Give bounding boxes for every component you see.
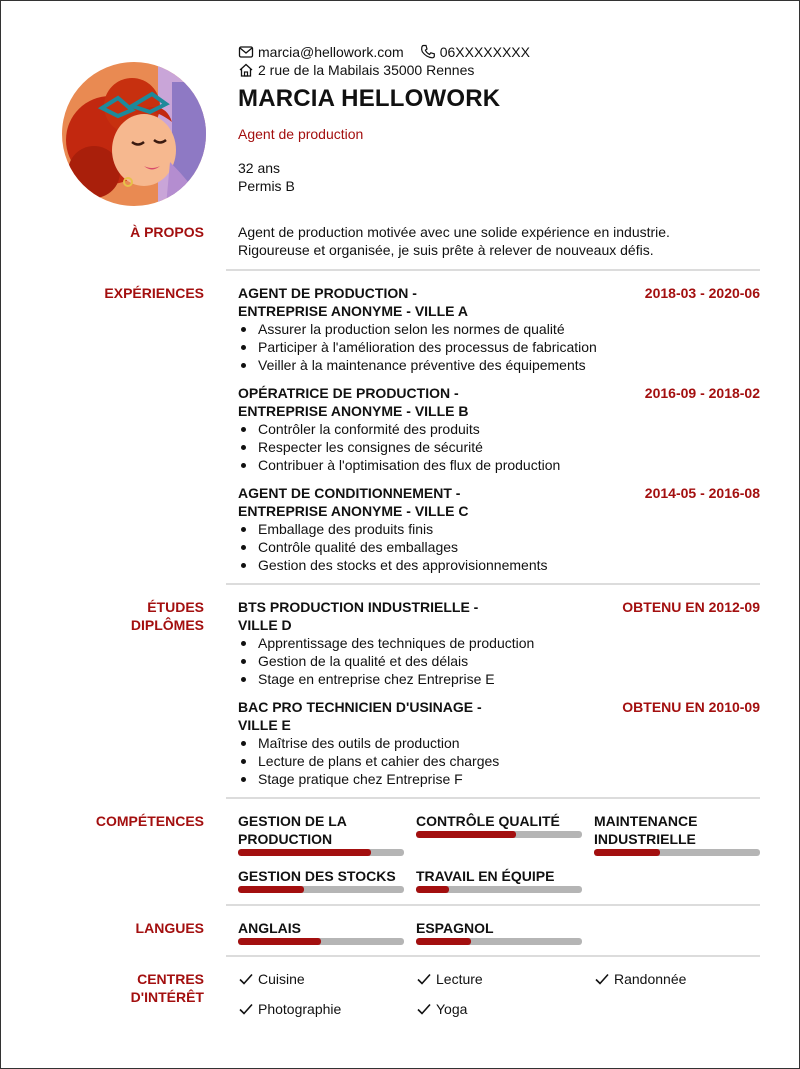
skill-level-bar: [238, 886, 404, 893]
section-label-skills: COMPÉTENCES: [95, 813, 204, 829]
section-divider: [226, 904, 760, 906]
list-item: Emballage des produits finis: [238, 520, 760, 538]
check-icon: [238, 1001, 254, 1017]
skill-name: MAINTENANCE: [594, 813, 698, 829]
interest-label: Randonnée: [614, 971, 687, 987]
email-text[interactable]: marcia@hellowork.com: [258, 44, 404, 60]
skill-level-fill: [238, 886, 304, 893]
check-icon: [416, 1001, 432, 1017]
skill-name: GESTION DES STOCKS: [238, 868, 396, 884]
list-item: Contrôler la conformité des produits: [238, 420, 760, 438]
list-item: Gestion de la qualité et des délais: [238, 652, 760, 670]
home-icon: [238, 62, 254, 78]
language-item: [416, 919, 582, 945]
list-item: Lecture de plans et cahier des charges: [238, 752, 760, 770]
language-item: [238, 919, 404, 945]
skill-item: [238, 867, 404, 893]
entry-title: BAC PRO TECHNICIEN D'USINAGE -: [238, 699, 482, 715]
check-icon: [238, 971, 254, 987]
interest-label: Yoga: [436, 1001, 468, 1017]
label-line: ÉTUDES: [147, 599, 204, 615]
entry-title: AGENT DE CONDITIONNEMENT -: [238, 485, 461, 501]
list-item: Maîtrise des outils de production: [238, 734, 760, 752]
language-level-fill: [238, 938, 321, 945]
skill-item: [238, 812, 404, 856]
section-label-about: À PROPOS: [130, 224, 204, 240]
skill-level-fill: [416, 831, 516, 838]
entry-title: OPÉRATRICE DE PRODUCTION -: [238, 385, 459, 401]
skill-item: [416, 867, 582, 893]
entry-title: BTS PRODUCTION INDUSTRIELLE -: [238, 599, 479, 615]
phone-text[interactable]: 06XXXXXXXX: [439, 44, 530, 60]
interest-item: [594, 970, 686, 988]
contact-row-1: [238, 43, 530, 61]
interest-item: [416, 1000, 467, 1018]
interest-item: [238, 970, 305, 988]
entry-date: 2014-05 - 2016-08: [644, 485, 760, 501]
about-line: Rigoureuse et organisée, je suis prête à relever de nouveaux défis.: [238, 242, 654, 258]
contact-block: [238, 43, 530, 79]
check-icon: [594, 971, 610, 987]
skill-level-fill: [594, 849, 660, 856]
list-item: Assurer la production selon les normes de qualité: [238, 320, 760, 338]
skill-level-bar: [594, 849, 760, 856]
about-line: Agent de production motivée avec une solide expérience en industrie.: [238, 224, 670, 240]
entry-bullets: [238, 320, 760, 374]
skill-name: CONTRÔLE QUALITÉ: [416, 813, 560, 829]
skill-level-bar: [416, 886, 582, 893]
list-item: Contrôle qualité des emballages: [238, 538, 760, 556]
skill-name: PRODUCTION: [238, 831, 333, 847]
skill-level-bar: [238, 849, 404, 856]
entry-bullets: [238, 634, 760, 688]
entry-date: 2016-09 - 2018-02: [644, 385, 760, 401]
label-line: CENTRES: [137, 971, 204, 987]
section-label-languages: LANGUES: [135, 920, 204, 936]
skill-level-fill: [238, 849, 371, 856]
skill-level-fill: [416, 886, 449, 893]
section-label-interests: [131, 970, 204, 1006]
avatar: [62, 62, 206, 206]
language-level-bar: [416, 938, 582, 945]
candidate-name: MARCIA HELLOWORK: [238, 85, 501, 112]
list-item: Participer à l'amélioration des processus de fabrication: [238, 338, 760, 356]
age-text: 32 ans: [238, 160, 281, 176]
list-item: Stage en entreprise chez Entreprise E: [238, 670, 760, 688]
license-text: Permis B: [238, 178, 295, 194]
envelope-icon: [238, 44, 254, 60]
section-divider: [226, 269, 760, 271]
check-icon: [416, 971, 432, 987]
personal-info: [238, 159, 295, 195]
skill-name: GESTION DE LA: [238, 813, 347, 829]
education-entry: [238, 598, 760, 688]
list-item: Contribuer à l'optimisation des flux de production: [238, 456, 760, 474]
section-label-experiences: EXPÉRIENCES: [104, 285, 204, 301]
skill-item: [416, 812, 582, 838]
interest-label: Cuisine: [258, 971, 305, 987]
education-entry: [238, 698, 760, 788]
skill-name: TRAVAIL EN ÉQUIPE: [416, 868, 555, 884]
interest-label: Photographie: [258, 1001, 342, 1017]
address-text: 2 rue de la Mabilais 35000 Rennes: [258, 62, 475, 78]
phone-icon: [420, 44, 436, 60]
list-item: Respecter les consignes de sécurité: [238, 438, 760, 456]
entry-title: ENTREPRISE ANONYME - VILLE C: [238, 503, 469, 519]
entry-title: VILLE E: [238, 717, 291, 733]
experience-entry: [238, 484, 760, 574]
entry-bullets: [238, 520, 760, 574]
job-title: Agent de production: [238, 126, 364, 142]
entry-date: 2018-03 - 2020-06: [644, 285, 760, 301]
entry-bullets: [238, 420, 760, 474]
avatar-illustration: [62, 62, 206, 206]
experience-entry: [238, 384, 760, 474]
label-line: D'INTÉRÊT: [130, 989, 204, 1005]
entry-title: VILLE D: [238, 617, 292, 633]
interest-item: [238, 1000, 341, 1018]
contact-row-2: [238, 61, 530, 79]
list-item: Veiller à la maintenance préventive des équipements: [238, 356, 760, 374]
language-name: ESPAGNOL: [416, 920, 494, 936]
section-divider: [226, 955, 760, 957]
skill-item: [594, 812, 760, 856]
entry-date: OBTENU EN 2010-09: [622, 699, 760, 715]
skill-name: INDUSTRIELLE: [594, 831, 696, 847]
language-level-fill: [416, 938, 471, 945]
about-text: [238, 223, 670, 259]
entry-date: OBTENU EN 2012-09: [622, 599, 760, 615]
language-name: ANGLAIS: [238, 920, 301, 936]
list-item: Gestion des stocks et des approvisionnements: [238, 556, 760, 574]
interest-label: Lecture: [436, 971, 483, 987]
experience-entry: [238, 284, 760, 374]
language-level-bar: [238, 938, 404, 945]
section-divider: [226, 797, 760, 799]
list-item: Stage pratique chez Entreprise F: [238, 770, 760, 788]
entry-bullets: [238, 734, 760, 788]
entry-title: AGENT DE PRODUCTION -: [238, 285, 417, 301]
section-divider: [226, 583, 760, 585]
skill-level-bar: [416, 831, 582, 838]
entry-title: ENTREPRISE ANONYME - VILLE B: [238, 403, 469, 419]
section-label-education: [131, 598, 204, 634]
entry-title: ENTREPRISE ANONYME - VILLE A: [238, 303, 468, 319]
list-item: Apprentissage des techniques de production: [238, 634, 760, 652]
label-line: DIPLÔMES: [130, 617, 204, 633]
interest-item: [416, 970, 483, 988]
